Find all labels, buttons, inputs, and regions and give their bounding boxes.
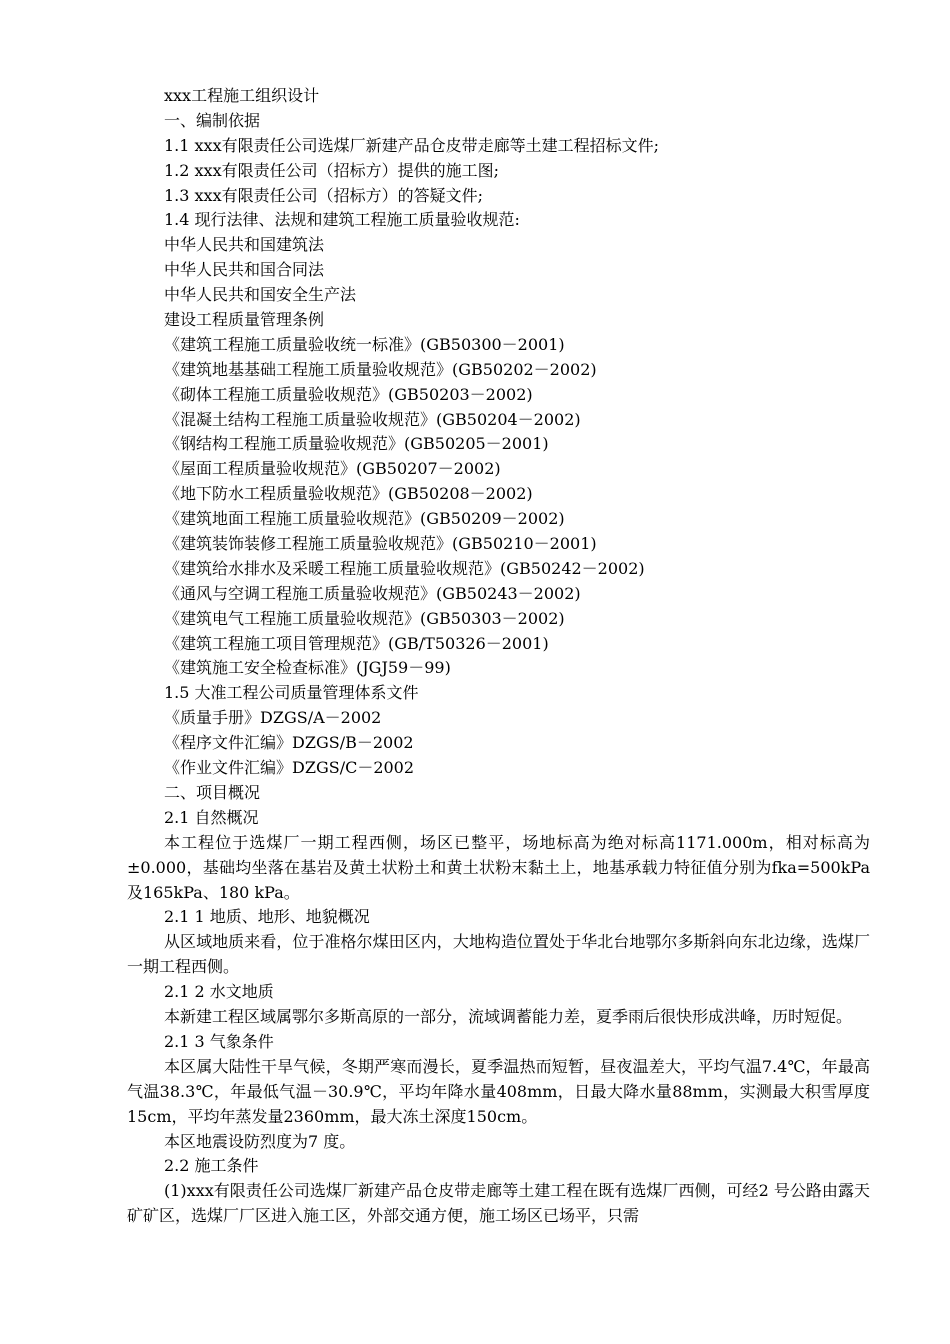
standard-item: 《建筑给水排水及采暖工程施工质量验收规范》(GB50242－2002) <box>164 558 645 578</box>
basis-item: 1.5 大准工程公司质量管理体系文件 <box>164 683 419 703</box>
standard-item: 《建筑施工安全检查标准》(JGJ59－99) <box>164 658 451 678</box>
law-item: 中华人民共和国合同法 <box>164 260 325 280</box>
standard-item: 《建筑装饰装修工程施工质量验收规范》(GB50210－2001) <box>164 534 597 554</box>
document-title: xxx工程施工组织设计 <box>164 86 320 105</box>
subsection-heading: 2.1 自然概况 <box>164 807 259 827</box>
standard-item: 《建筑工程施工项目管理规范》(GB/T50326－2001) <box>164 633 549 653</box>
hydrology-paragraph: 本新建工程区域属鄂尔多斯高原的一部分，流域调蓄能力差，夏季雨后很快形成洪峰，历时短促。 <box>164 1007 853 1027</box>
quality-doc-item: 《质量手册》DZGS/A－2002 <box>164 708 382 728</box>
standard-item: 《地下防水工程质量验收规范》(GB50208－2002) <box>164 484 533 504</box>
basis-item: 1.3 xxx有限责任公司（招标方）的答疑文件; <box>164 185 483 205</box>
section-heading: 一、编制依据 <box>164 110 261 130</box>
quality-doc-item: 《作业文件汇编》DZGS/C－2002 <box>164 758 415 778</box>
standard-item: 《混凝土结构工程施工质量验收规范》(GB50204－2002) <box>164 409 581 429</box>
standard-item: 《屋面工程质量验收规范》(GB50207－2002) <box>164 459 501 479</box>
law-item: 中华人民共和国安全生产法 <box>164 285 357 305</box>
law-item: 中华人民共和国建筑法 <box>164 235 325 255</box>
subsection-heading: 2.2 施工条件 <box>164 1156 259 1176</box>
basis-item: 1.4 现行法律、法规和建筑工程施工质量验收规范: <box>164 210 520 230</box>
site-overview-paragraph: 本工程位于选煤厂一期工程西侧，场区已整平，场地标高为绝对标高1171.000m，相对标高为±0.000，基础均坐落在基岩及黄土状粉土和黄土状粉末黏土上，地基承载力特征值分别为fka=500kPa 及165kPa、180 kPa。 <box>127 832 870 902</box>
subsection-heading: 2.1 3 气象条件 <box>164 1031 274 1051</box>
construction-conditions-paragraph: (1)xxx有限责任公司选煤厂新建产品仓皮带走廊等土建工程在既有选煤厂西侧，可经2 号公路由露天矿矿区，选煤厂厂区进入施工区，外部交通方便，施工场区已场平，只需 <box>127 1181 870 1226</box>
basis-item: 1.2 xxx有限责任公司（招标方）提供的施工图; <box>164 160 499 180</box>
standard-item: 《建筑地基基础工程施工质量验收规范》(GB50202－2002) <box>164 359 597 379</box>
document-body <box>127 84 870 1229</box>
standard-item: 《建筑地面工程施工质量验收规范》(GB50209－2002) <box>164 509 565 529</box>
standard-item: 《建筑工程施工质量验收统一标准》(GB50300－2001) <box>164 334 565 354</box>
standard-item: 《建筑电气工程施工质量验收规范》(GB50303－2002) <box>164 608 565 628</box>
section-heading: 二、项目概况 <box>164 782 261 802</box>
basis-item: 1.1 xxx有限责任公司选煤厂新建产品仓皮带走廊等土建工程招标文件; <box>164 135 659 155</box>
climate-paragraph: 本区属大陆性干旱气候，冬期严寒而漫长，夏季温热而短暂，昼夜温差大，平均气温7.4℃，年最高气温38.3℃，年最低气温－30.9℃，平均年降水量408mm，日最大降水量88mm，实测最大积雪厚度15cm，平均年蒸发量2360mm，最大冻土深度150cm。 <box>127 1056 870 1126</box>
geology-paragraph: 从区域地质来看，位于准格尔煤田区内，大地构造位置处于华北台地鄂尔多斯斜向东北边缘，选煤厂一期工程西侧。 <box>127 932 870 977</box>
standard-item: 《砌体工程施工质量验收规范》(GB50203－2002) <box>164 384 533 404</box>
standard-item: 《钢结构工程施工质量验收规范》(GB50205－2001) <box>164 434 549 454</box>
subsection-heading: 2.1 2 水文地质 <box>164 982 274 1002</box>
standard-item: 《通风与空调工程施工质量验收规范》(GB50243－2002) <box>164 583 581 603</box>
law-item: 建设工程质量管理条例 <box>164 310 325 330</box>
seismic-line: 本区地震设防烈度为7 度。 <box>164 1131 356 1151</box>
quality-doc-item: 《程序文件汇编》DZGS/B－2002 <box>164 733 414 753</box>
subsection-heading: 2.1 1 地质、地形、地貌概况 <box>164 907 370 927</box>
